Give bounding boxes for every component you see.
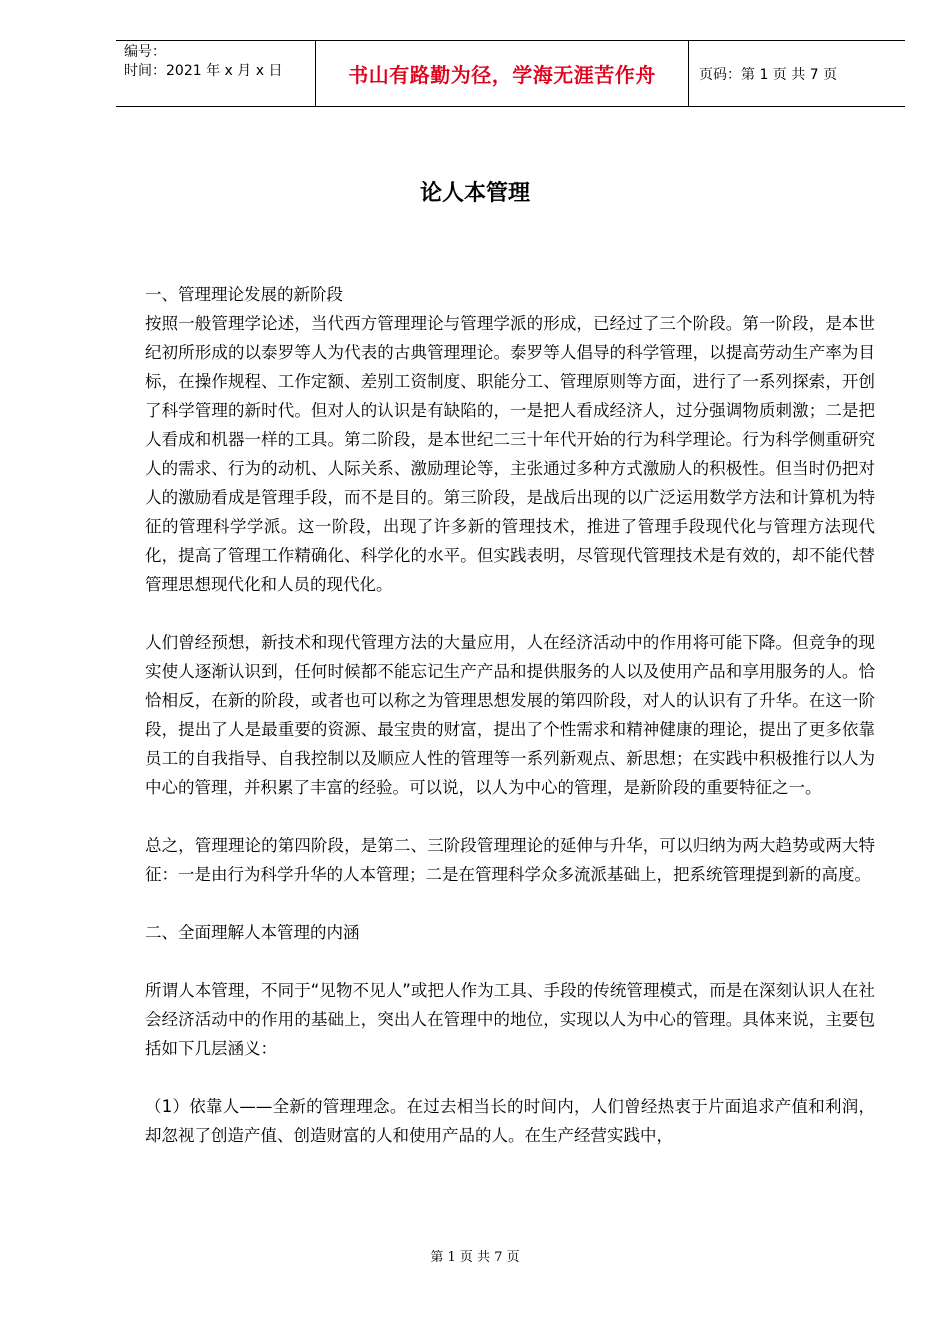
header-motto: 书山有路勤为径，学海无涯苦作舟	[315, 41, 689, 106]
section-heading: 二、全面理解人本管理的内涵	[145, 923, 360, 942]
paragraph: 所谓人本管理，不同于“见物不见人”或把人作为工具、手段的传统管理模式，而是在深刻认识人在社会经济活动中的作用的基础上，突出人在管理中的地位，实现以人为中心的管理。具体来说，主要包括如下几层涵义：	[145, 981, 875, 1058]
time-label: 时间：2021 年 x 月 x 日	[124, 63, 283, 79]
header-page-label: 页码：第 1 页 共 7 页	[699, 66, 838, 83]
document-title: 论人本管理	[419, 181, 530, 206]
paragraph: 人们曾经预想，新技术和现代管理方法的大量应用，人在经济活动中的作用将可能下降。但竞争的现实使人逐渐认识到，任何时候都不能忘记生产产品和提供服务的人以及使用产品和享用服务的人。恰恰相反，在新的阶段，或者也可以称之为管理思想发展的第四阶段，对人的认识有了升华。在这一阶段，提出了人是最重要的资源、最宝贵的财富，提出了个性需求和精神健康的理论，提出了更多依靠员工的自我指导、自我控制以及顺应人性的管理等一系列新观点、新思想；在实践中积极推行以人为中心的管理，并积累了丰富的经验。可以说，以人为中心的管理，是新阶段的重要特征之一。	[145, 633, 875, 797]
number-label: 编号：	[124, 44, 166, 60]
paragraph: 总之，管理理论的第四阶段，是第二、三阶段管理理论的延伸与升华，可以归纳为两大趋势或两大特征：一是由行为科学升华的人本管理；二是在管理科学众多流派基础上，把系统管理提到新的高度。	[145, 836, 875, 884]
document-header	[116, 40, 905, 107]
page-footer: 第 1 页 共 7 页	[430, 1250, 520, 1265]
header-info-cell	[116, 41, 315, 106]
document-body	[145, 280, 875, 1150]
section-heading: 一、管理理论发展的新阶段	[145, 285, 343, 304]
paragraph: 按照一般管理学论述，当代西方管理理论与管理学派的形成，已经过了三个阶段。第一阶段，是本世纪初所形成的以泰罗等人为代表的古典管理理论。泰罗等人倡导的科学管理，以提高劳动生产率为目标，在操作规程、工作定额、差别工资制度、职能分工、管理原则等方面，进行了一系列探索，开创了科学管理的新时代。但对人的认识是有缺陷的，一是把人看成经济人，过分强调物质刺激；二是把人看成和机器一样的工具。第二阶段，是本世纪二三十年代开始的行为科学理论。行为科学侧重研究人的需求、行为的动机、人际关系、激励理论等，主张通过多种方式激励人的积极性。但当时仍把对人的激励看成是管理手段，而不是目的。第三阶段，是战后出现的以广泛运用数学方法和计算机为特征的管理科学学派。这一阶段，出现了许多新的管理技术，推进了管理手段现代化与管理方法现代化，提高了管理工作精确化、科学化的水平。但实践表明，尽管现代管理技术是有效的，却不能代替管理思想现代化和人员的现代化。	[145, 314, 875, 594]
paragraph: （1）依靠人——全新的管理理念。在过去相当长的时间内，人们曾经热衷于片面追求产值和利润，却忽视了创造产值、创造财富的人和使用产品的人。在生产经营实践中，	[145, 1097, 875, 1145]
